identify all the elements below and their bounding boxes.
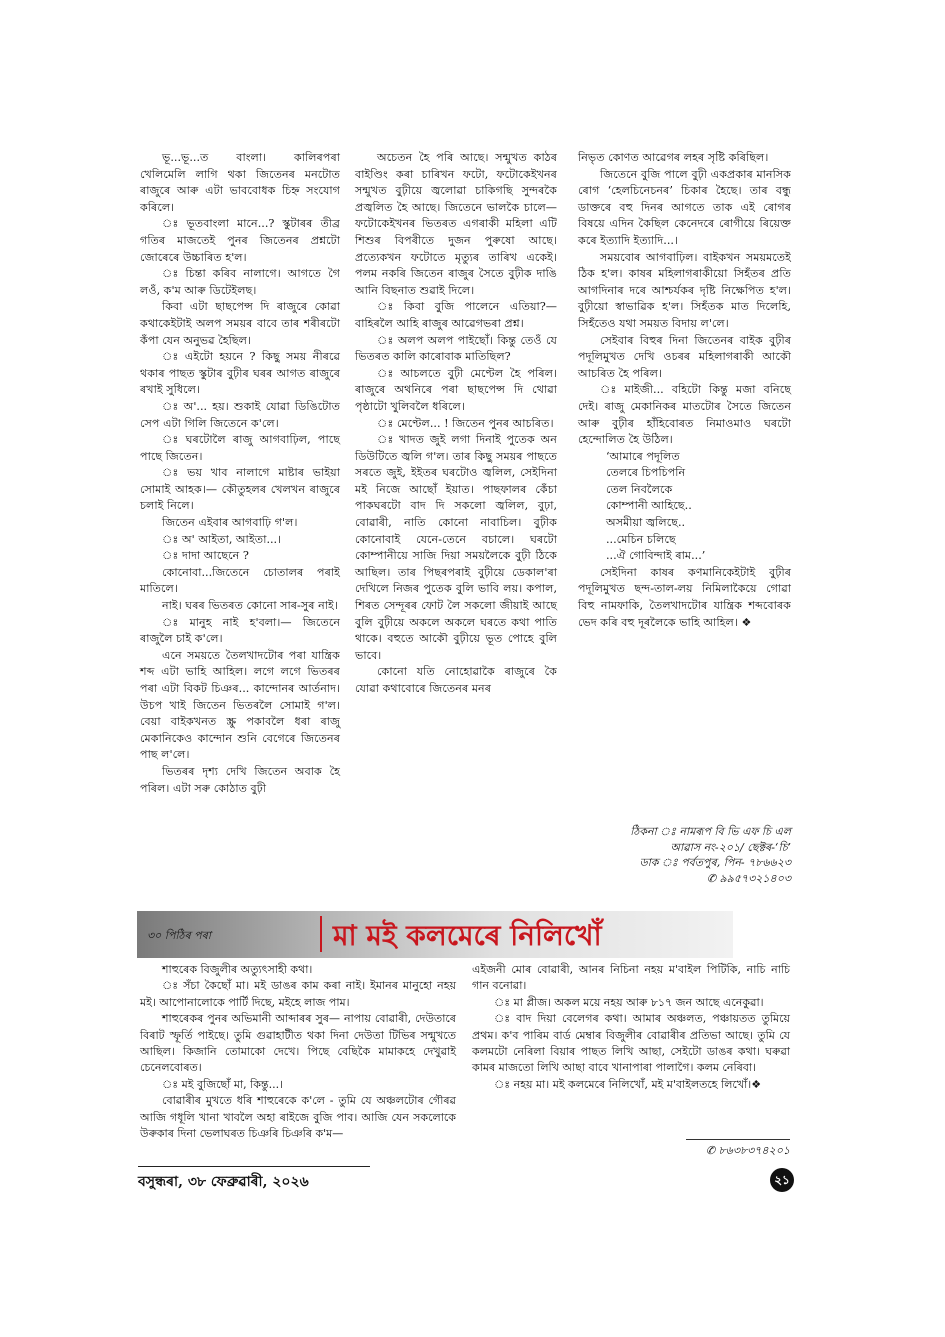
- story2-column-1: [140, 962, 456, 1142]
- paragraph: ‘আমাৰে পদূলিত: [606, 449, 680, 463]
- paragraph: ঃ অলপ অলপ পাইছোঁ। কিন্তু তেওঁ যে ভিতৰত কালি কাৰোবাক মাতিছিল?: [355, 333, 557, 364]
- paragraph: ঃ মাইজী... বহিটো কিন্তু মজা বনিছে দেই। ৰাজু মেকানিকৰ মাতটোৰ সৈতে জিতেন আৰু বুঢ়ীৰ হাঁহিবোৰত নিমাওমাও ঘৰটো হেন্দোলিত হৈ উঠিল।: [578, 383, 791, 447]
- paragraph: সেইদিনা কাষৰ কণমানিকেইটাই বুঢ়ীৰ পদূলিমুখত ছন্দ-তাল-লয় নিমিলাকৈয়ে গোৱা বিহু নামফাকি, তৈলখাদটোৰ যান্ত্ৰিক শব্দবোৰক ভেদ কৰি বহু দূৰলৈকে ভাহি আহিল। ❖: [578, 565, 791, 629]
- paragraph: কোম্পানী আহিছে..: [606, 499, 692, 513]
- paragraph: শাহুৰেকৰ পুনৰ অভিমানী আব্দাৰৰ সুৰ— নাপায় বোৱাৰী, দেউতাৰে বিৰাট স্ফূৰ্তি পাইছে। তুমি গুৱাহাটীত থকা দিনা দেউতা টিভিৰ সন্মুখতে আছিল। কিজানি তোমাকো দেখে। পিছে বেছিকৈ মামাকহে দেখুৱাই চেনেলবোৰত।: [140, 1012, 456, 1075]
- author-phone: ✆ ৮৬৩৮৩৭৪২০১: [686, 1139, 790, 1161]
- author-address: [578, 824, 791, 886]
- paragraph: কোনোবা...জিতেনে চোতালৰ পৰাই মাতিলে।: [140, 565, 340, 596]
- magazine-footer: বসুন্ধৰা, ৩৮ ফেব্ৰুৱাৰী, ২০২৬: [138, 1166, 370, 1194]
- page-number: ২১: [770, 1168, 794, 1192]
- paragraph: তেল নিবলৈকে: [606, 482, 673, 496]
- story-banner: [137, 911, 733, 958]
- address-line: ডাক ঃ পৰ্বতপুৰ, পিন- ৭৮৬৬২৩: [639, 856, 791, 869]
- paragraph: সময়বোৰ আগবাঢ়িল। বাইকখন সময়মতেই ঠিক হ'ল। কাষৰ মহিলাগৰাকীয়ো সিহঁতৰ প্ৰতি আগদিনাৰ দৰে আশ্চৰ্যকৰ দৃষ্টি নিক্ষেপিত হ'ল। বুঢ়ীয়ো স্বাভাৱিক হ'ল। সিহঁতক মাত দিলেহি, সিহঁতেও যথা সময়ত বিদায় ল'লে।: [578, 250, 791, 330]
- paragraph: কোনো যতি নোহোৱাকৈ ৰাজুৰে কৈ যোৱা কথাবোৰে জিতেনৰ মনৰ: [355, 665, 557, 695]
- paragraph: জিতেনে বুজি পালে বুঢ়ী একপ্ৰকাৰ মানসিক ৰোগ ‘হেলচিনেচনৰ’ চিকাৰ হৈছে। তাৰ বন্ধু ডাক্তৰে বহু দিনৰ আগতে তাক এই ৰোগৰ বিষয়ে এদিন কৈছিল কেনেদৰে ৰোগীয়ে ৰিয়েক্ত কৰে ইত্যাদি ইত্যাদি...।: [578, 167, 791, 247]
- paragraph: ঃ নহয় মা। মই কলমেৰে নিলিখোঁ, মই ম'বাইলতহে লিখোঁ।❖: [494, 1077, 762, 1091]
- paragraph: অসমীয়া জ্বলিছে..: [606, 516, 686, 530]
- paragraph: ভিতৰৰ দৃশ্য দেখি জিতেন অবাক হৈ পৰিল। এটা সৰু কোঠাত বুঢ়ী: [140, 764, 340, 795]
- continued-from-label: ৩০ পিঠিৰ পৰা: [147, 929, 211, 942]
- paragraph: ...মেচিন চলিছে: [606, 532, 676, 546]
- paragraph: ঃ মেণ্টেল... ! জিতেন পুনৰ আচৰিত।: [377, 416, 554, 430]
- paragraph: শাহুৰেক বিজুলীৰ অত্যুৎসাহী কথা।: [162, 963, 313, 976]
- story-column-3: [578, 150, 791, 631]
- paragraph: ঃ বাদ দিয়া বেলেগৰ কথা। আমাৰ অঞ্চলত, পঞ্চায়তত তুমিয়ে প্ৰথম। ক'ব পাৰিম বাৰ্ড মেম্বাৰ বিজুলীৰ বোৱাৰীৰ প্ৰতিভা আছে। তুমি যে কলমটো নেৰিলা বিয়াৰ পাছত লিখি আছা, সেইটো ডাঙৰ কথা। ঘৰুৱা কামৰ মাজতো লিখি আছা বাবে খানাপাৰা পালাগৈ। কলম নেৰিবা।: [472, 1012, 790, 1075]
- paragraph: জিতেন এইবাৰ আগবাঢ়ি গ'ল।: [162, 516, 298, 530]
- story2-column-2: [472, 962, 790, 1093]
- paragraph: বোৱাৰীৰ মুখতে ধৰি শাহুৰেকে ক'লে - তুমি যে অঞ্চলটোৰ গৌৰৱ আজি গধূলি খানা খাবলৈ অহা ৰাইজে বুজি পাব। আজি যেন সকলোকে উৰুকাৰ দিনা ভেলাঘৰত চিঞৰি চিঞৰি ক'ম—: [140, 1094, 456, 1141]
- paragraph: ঃ সঁচা কৈছোঁ মা। মই ডাঙৰ কাম কৰা নাই। ইমানৰ মানুহো নহয় মই। আপোনালোকে পাৰ্টি দিছে, মইহে লাজ পাম।: [140, 979, 456, 1009]
- paragraph: ঃ মই বুজিছোঁ মা, কিন্তু...।: [162, 1077, 284, 1091]
- paragraph: সেইবাৰ বিহুৰ দিনা জিতেনৰ বাইক বুঢ়ীৰ পদূলিমুখত দেখি ওচৰৰ মহিলাগৰাকী আকৌ আচৰিত হৈ পৰিল।: [578, 333, 791, 380]
- story-column-1: [140, 150, 340, 797]
- address-line: ঠিকনা ঃ নামৰূপ বি ভি এফ চি এল: [630, 825, 791, 838]
- paragraph: ঃ অ'... হয়। শুকাই যোৱা ডিঙিটোত সেপ এটা গিলি জিতেনে ক'লে।: [140, 399, 340, 430]
- paragraph: নিভৃত কোণত আৱেগৰ লহৰ সৃষ্টি কৰিছিল।: [578, 151, 769, 164]
- paragraph: এনে সময়তে তৈলখাদটোৰ পৰা যান্ত্ৰিক শব্দ এটা ভাহি আহিল। লগে লগে ভিতৰৰ পৰা এটা বিকট চিঞৰ... কান্দোনৰ আৰ্তনাদ। উচপ খাই জিতেন ভিতৰলৈ সোমাই গ'ল। বেয়া বাইকখনত স্ক্ৰু পকাবলৈ ধৰা ৰাজু মেকানিকেও কান্দোন শুনি বেগেৰে জিতেনৰ পাছ ল'লে।: [140, 648, 340, 762]
- paragraph: কিবা এটা ছাছপেন্স দি ৰাজুৰে কোৱা কথাকেইটাই অলপ সময়ৰ বাবে তাৰ শৰীৰটো কঁপা যেন অনুভৱ হৈছিল।: [140, 300, 340, 347]
- paragraph: ঃ কিবা বুজি পালেনে এতিয়া?— বাহিৰলৈ আহি ৰাজুৰ আৱেগভৰা প্ৰশ্ন।: [355, 300, 557, 330]
- paragraph: ঃ ভয় খাব নালাগে মাষ্টাৰ ভাইয়া সোমাই আহক।— কৌতুহলৰ খেলখন ৰাজুৰে চলাই নিলে।: [140, 466, 340, 513]
- paragraph: ভূ...ভূ...ত বাংলা। কালিৰপৰা খেলিমেলি লাগি থকা জিতেনৰ মনটোত ৰাজুৰে আৰু এটা ভাববোধক চিহ্ন সংযোগ কৰিলে।: [140, 151, 340, 214]
- paragraph: ঃ ভূতবাংলা মানে...? স্কুটাৰৰ তীব্ৰ গতিৰ মাজতেই পুনৰ জিতেনৰ প্ৰশ্নটো জোৰেৰে উচ্চাৰিত হ'ল।: [140, 217, 340, 264]
- paragraph: এইজনী মোৰ বোৱাৰী, আনৰ নিচিনা নহয় ম'বাইল পিটিকি, নাচি নাচি গান বনোৱা।: [472, 963, 790, 993]
- address-line: আৱাস নং-২০১/ ছেক্টৰ-‘চি’: [670, 840, 791, 854]
- paragraph: ঃ আচলতে বুঢ়ী মেণ্টেল হৈ পৰিল। ৰাজুৰে অথনিৰে পৰা ছাছপেন্স দি থোৱা পৃষ্ঠাটো খুলিবলৈ ধৰিলে।: [355, 366, 557, 413]
- address-phone: ✆ ৯৯৫৭৩২১৪০৩: [706, 871, 791, 885]
- paragraph: ঃ অ' আইতা, আইতা...।: [162, 532, 282, 546]
- paragraph: ঃ চিন্তা কৰিব নালাগে। আগতে গৈ লওঁ, ক'ম আৰু ডিটেইলছ।: [140, 267, 340, 297]
- story-column-2: [355, 150, 557, 698]
- paragraph: ঃ এইটো হয়নে ? কিছু সময় নীৰৱে থকাৰ পাছত স্কুটাৰ বুঢ়ীৰ ঘৰৰ আগত ৰাজুৰে ৰখাই সুধিলে।: [140, 350, 340, 397]
- paragraph: ঃ দাদা আছেনে ?: [162, 549, 249, 563]
- paragraph: অচেতন হৈ পৰি আছে। সন্মুখত কাঠৰ বাইণ্ডিং কৰা চাৰিখন ফটো, ফটোকেইখনৰ সন্মুখত বুঢ়ীয়ে জ্বলোৱা চাকিগছি সুন্দৰকৈ প্ৰজ্বলিত হৈ আছে। জিতেনে ভালকৈ চালে— ফটোকেইখনৰ ভিতৰত এগৰাকী মহিলা এটি শিশুৰ বিপৰীতে দুজন পুৰুষো আছে। প্ৰত্যেকখন ফটোতে মৃত্যুৰ তাৰিখ একেই। পলম নকৰি জিতেন ৰাজুৰ সৈতে বুঢ়ীক দাঙি আনি বিছনাত শুৱাই দিলে।: [355, 151, 557, 297]
- paragraph: ...ঐ গোবিন্দাই ৰাম...’: [606, 549, 706, 563]
- paragraph: তেলৰে চিপচিপনি: [606, 466, 686, 480]
- paragraph: ঃ খাদত জুই লগা দিনাই পুতেক অন ডিউটিতে জ্বলি গ'ল। তাৰ কিছু সময়ৰ পাছতে সৰতে জুই, ইইতৰ ঘৰটোও জ্বলিল, সেইদিনা মই নিজে আছোঁ ইয়াত। পাছফালৰ কেঁচা পাকঘৰটো বাদ দি সকলো জ্বলিল, বুঢ়া, বোৱাৰী, নাতি কোনো নাবাচিল। বুঢ়ীক কোনোবাই যেনে-তেনে বচালে। ঘৰটো কোম্পানীয়ে সাজি দিয়া সময়লৈকে বুঢ়ী ঠিকে আছিল। তাৰ পিছৰপৰাই বুঢ়ীয়ে ডেকাল'ৰা দেখিলে নিজৰ পুতেক বুলি ভাবি লয়। কপাল, শিৰত সেন্দূৰৰ ফোট লৈ সকলো জীয়াই আছে বুলি বুঢ়ীয়ে অকলে অকলে ঘৰতে কথা পাতি থাকে। বহুতে আকৌ বুঢ়ীয়ে ভূত পোহে বুলি ভাবে।: [355, 433, 557, 662]
- paragraph: নাই। ঘৰৰ ভিতৰত কোনো সাৰ-সুৰ নাই।: [162, 599, 338, 613]
- story-title: মা মই কলমেৰে নিলিখোঁ: [333, 919, 602, 952]
- paragraph: ঃ মা প্লীজ। অকল ময়ে নহয় আৰু ৮১৭ জন আছে এনেকুৱা।: [494, 995, 764, 1009]
- paragraph: ঃ ঘৰটোলৈ ৰাজু আগবাঢ়িল, পাছে পাছে জিতেন।: [140, 433, 340, 463]
- paragraph: ঃ মানুহ নাই হ'বলা।— জিতেনে ৰাজুলৈ চাই ক'লে।: [140, 615, 340, 646]
- banner-rule: [320, 916, 322, 952]
